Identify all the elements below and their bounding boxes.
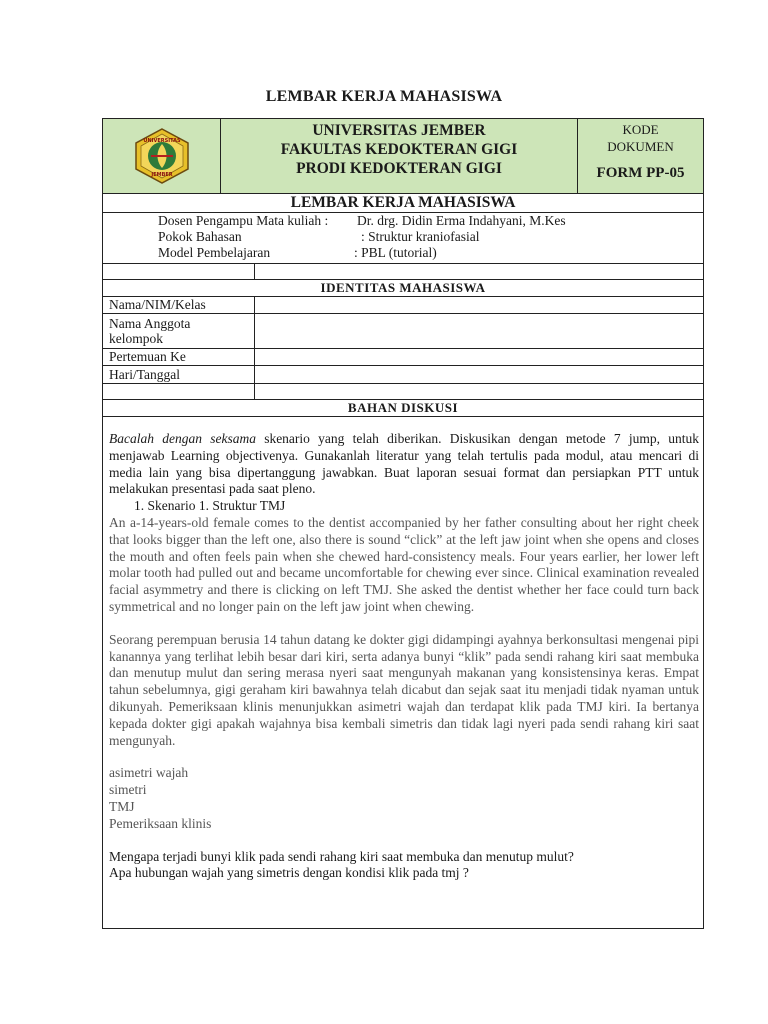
scenario-title: 1. Skenario 1. Struktur TMJ [134, 498, 286, 514]
spacer [109, 749, 699, 765]
discussion-body [109, 431, 699, 882]
section-title: LEMBAR KERJA MAHASISWA [103, 193, 703, 213]
divider [103, 365, 703, 366]
keyword-item: simetri [109, 782, 147, 798]
divider [103, 416, 703, 417]
pokok-label: Pokok Bahasan [158, 229, 242, 244]
identitas-row-label: Nama/NIM/Kelas [109, 297, 206, 312]
kode-line-1: KODE [622, 122, 659, 137]
scenario-indonesian: Seorang perempuan berusia 14 tahun datang ke dokter gigi didampingi ayahnya berkonsultasi mengenai pipi kanannya yang terlihat lebih besar dari kiri, serta adanya bunyi “klik” pada sendi rahang kiri saat membuka dan menutup mulut dan sering merasa nyeri saat mengunyah makanan yang konsistensinya keras. Empat tahun sebelumnya, gigi geraham kiri bawahnya telah dicabut dan sejak saat itu menjadi tidak nyaman untuk dikunyah. Pemeriksaan klinis menunjukkan asimetri wajah dan terdapat klik pada TMJ kiri. Ia bertanya kepada dokter gigi apakah wajahnya bisa kembali simetris dan tidak lagi nyeri pada sendi rahang kiri saat mengunyah. [109, 631, 699, 748]
program-name: PRODI KEDOKTERAN GIGI [296, 160, 502, 177]
worksheet-table [102, 118, 704, 929]
pokok-value: : Struktur kraniofasial [361, 229, 480, 244]
header-row [103, 119, 703, 194]
question-item: Apa hubungan wajah yang simetris dengan kondisi klik pada tmj ? [109, 865, 469, 881]
model-label: Model Pembelajaran [158, 245, 271, 260]
logo-cell [103, 119, 221, 193]
model-line [158, 245, 698, 261]
model-value: : PBL (tutorial) [354, 245, 437, 260]
instructions-paragraph [109, 431, 699, 498]
document-title: LEMBAR KERJA MAHASISWA [265, 88, 503, 105]
form-code: FORM PP-05 [596, 165, 685, 181]
column-divider [254, 263, 255, 279]
scenario-english: An a-14-years-old female comes to the dentist accompanied by her father consulting about her right cheek that looks bigger than the left one, also there is sound “click” at the left jaw joint when she opens and closes the mouth and often feels pain when she chewed hard-consistency meals. Four years earlier, her lower left molar tooth had pulled out and became uncomfortable for chewing ever since. Clinical examination revealed facial asymmetry and there is clicking on left TMJ. She asked the dentist whether her face could turn back symmetrical and no longer pain on the left jaw joint when chewing. [109, 514, 699, 614]
identitas-row-label: Pertemuan Ke [109, 349, 186, 364]
document-code-cell [578, 119, 703, 193]
dosen-line [158, 213, 698, 229]
university-name: UNIVERSITAS JEMBER [312, 122, 486, 139]
identitas-row-label: Nama Anggota kelompok [109, 316, 191, 346]
faculty-name: FAKULTAS KEDOKTERAN GIGI [280, 141, 518, 158]
logo-text-bottom: JEMBER [151, 172, 173, 178]
pokok-line [158, 229, 698, 245]
divider [103, 348, 703, 349]
intro-rest: skenario yang telah diberikan. Diskusikan dengan metode 7 jump, untuk menjawab Learning objectivenya. Gunakanlah literatur yang telah tertulis pada modul, atau mencari di media lain yang bisa dipertanggung jawabkan. Buat laporan sesuai format dan persiapkan PTT untuk melakukan presentasi pada saat pleno. [109, 431, 699, 497]
institution-block [221, 119, 578, 193]
keyword-item: asimetri wajah [109, 765, 189, 781]
kode-line-2: DOKUMEN [607, 139, 674, 154]
column-divider [254, 296, 255, 399]
dosen-label: Dosen Pengampu Mata kuliah : [158, 213, 329, 228]
identitas-row-label: Hari/Tanggal [109, 367, 181, 382]
question-item: Mengapa terjadi bunyi klik pada sendi rahang kiri saat membuka dan menutup mulut? [109, 848, 574, 864]
divider [103, 313, 703, 314]
keyword-item: Pemeriksaan klinis [109, 815, 212, 831]
course-info [158, 213, 698, 261]
dosen-value: Dr. drg. Didin Erma Indahyani, M.Kes [357, 213, 566, 228]
logo-text-top: UNIVERSITAS [143, 138, 181, 144]
keyword-item: TMJ [109, 798, 135, 814]
kode-label [578, 121, 703, 155]
identitas-title: IDENTITAS MAHASISWA [320, 280, 486, 295]
divider [103, 383, 703, 384]
university-logo-icon [132, 127, 192, 185]
spacer [109, 833, 699, 849]
intro-italic: Bacalah dengan seksama [109, 431, 256, 446]
divider [103, 263, 703, 264]
spacer [109, 616, 699, 632]
bahan-title: BAHAN DISKUSI [347, 400, 459, 415]
